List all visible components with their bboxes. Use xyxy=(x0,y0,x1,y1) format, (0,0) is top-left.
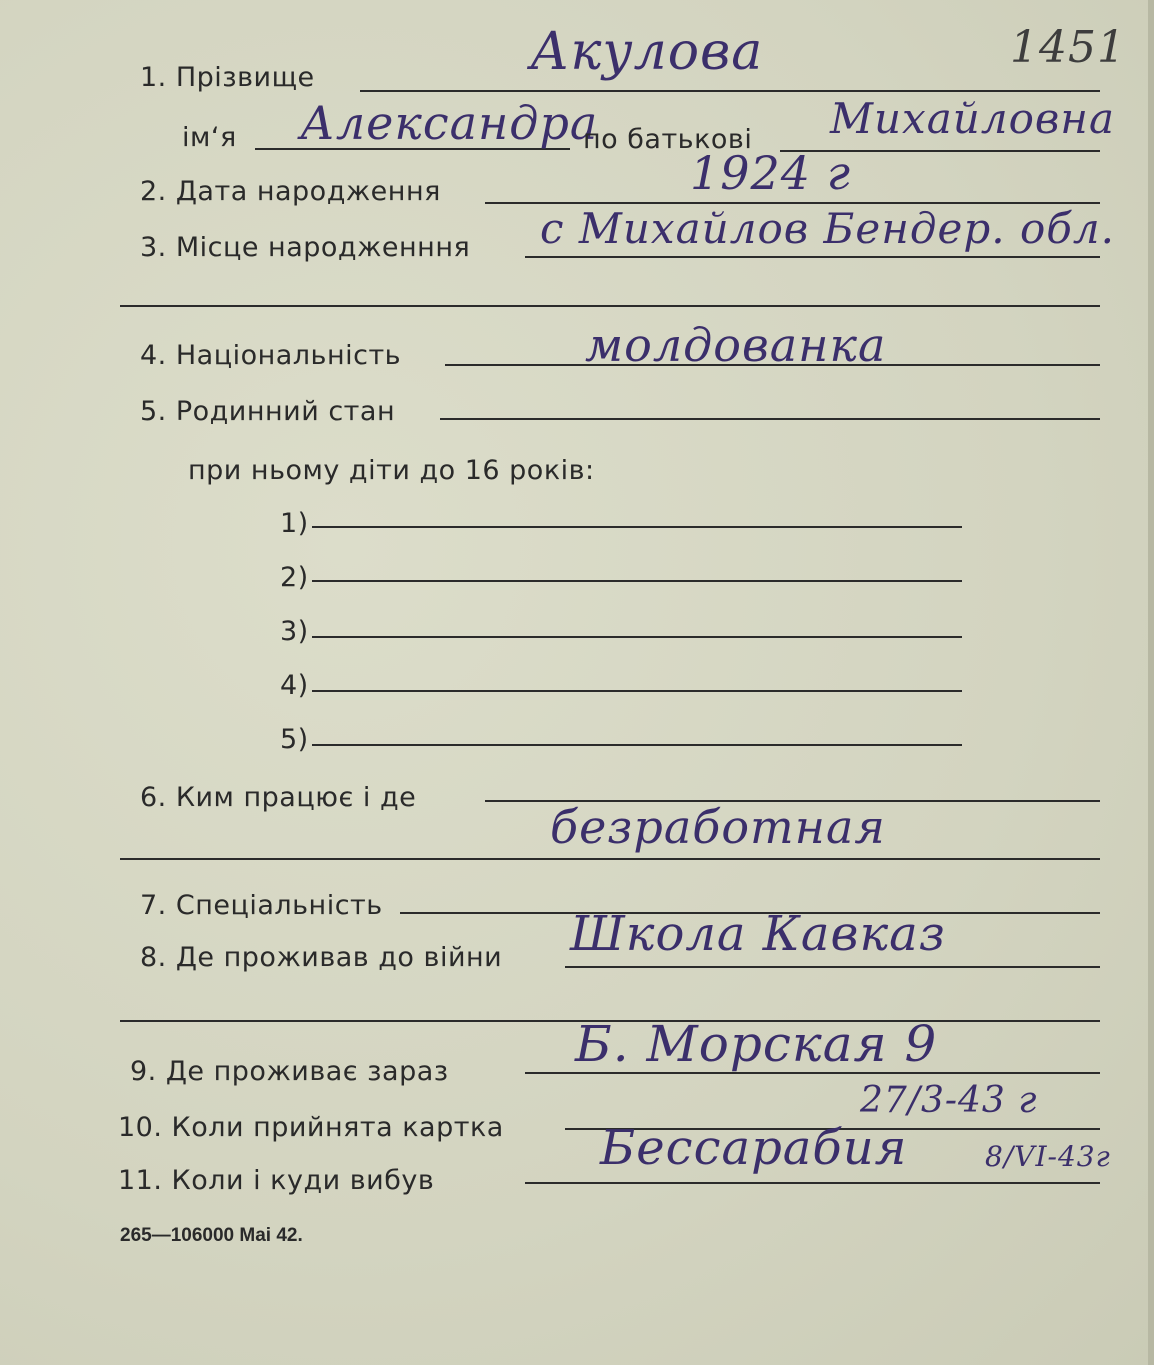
current-value: Б. Морская 9 xyxy=(575,1015,938,1073)
print-footer: 265—106000 Mai 42. xyxy=(120,1225,303,1246)
surname-line xyxy=(360,90,1100,92)
child-slot-3: 3) xyxy=(280,616,309,647)
surname-value: Акулова xyxy=(530,22,764,82)
child-slot-2: 2) xyxy=(280,562,309,593)
children-label: при ньому діти до 16 років: xyxy=(188,455,595,486)
nationality-label: 4. Національність xyxy=(140,340,402,371)
departed-line xyxy=(525,1182,1100,1184)
accepted-label: 10. Коли прийнята картка xyxy=(118,1112,504,1143)
birth-place-line xyxy=(525,256,1100,258)
patronymic-value: Михайловна xyxy=(830,94,1116,143)
name-value: Александра xyxy=(300,96,599,150)
birth-date-value: 1924 г xyxy=(690,146,851,200)
name-label: ім‘я xyxy=(182,122,237,153)
child-line-3 xyxy=(312,636,962,638)
child-line-2 xyxy=(312,580,962,582)
birth-place-line-2 xyxy=(120,305,1100,307)
work-value: безработная xyxy=(550,800,886,854)
departed-value: Бессарабия xyxy=(600,1120,908,1176)
child-line-1 xyxy=(312,526,962,528)
surname-label: 1. Прізвище xyxy=(140,62,315,93)
work-line-2 xyxy=(120,858,1100,860)
specialty-label: 7. Спеціальність xyxy=(140,890,383,921)
prewar-line xyxy=(565,966,1100,968)
child-slot-4: 4) xyxy=(280,670,309,701)
current-label: 9. Де проживає зараз xyxy=(130,1056,449,1087)
prewar-label: 8. Де проживав до війни xyxy=(140,942,503,973)
work-label: 6. Ким працює і де xyxy=(140,782,417,813)
card-edge xyxy=(1148,0,1154,1365)
family-label: 5. Родинний стан xyxy=(140,396,396,427)
card-number: 1451 xyxy=(1010,22,1126,73)
child-line-4 xyxy=(312,690,962,692)
birth-place-value: с Михайлов Бендер. обл. xyxy=(540,204,1115,253)
departed-date-value: 8/VI-43г xyxy=(985,1140,1111,1173)
accepted-value: 27/3-43 г xyxy=(860,1080,1038,1121)
nationality-value: молдованка xyxy=(585,318,887,372)
departed-label: 11. Коли і куди вибув xyxy=(118,1165,435,1196)
prewar-value: Школа Кавказ xyxy=(570,906,946,962)
child-slot-1: 1) xyxy=(280,508,309,539)
child-line-5 xyxy=(312,744,962,746)
family-line xyxy=(440,418,1100,420)
child-slot-5: 5) xyxy=(280,724,309,755)
birth-date-label: 2. Дата народження xyxy=(140,176,441,207)
birth-place-label: 3. Місце народженння xyxy=(140,232,471,263)
patronymic-label: по батькові xyxy=(583,124,753,155)
